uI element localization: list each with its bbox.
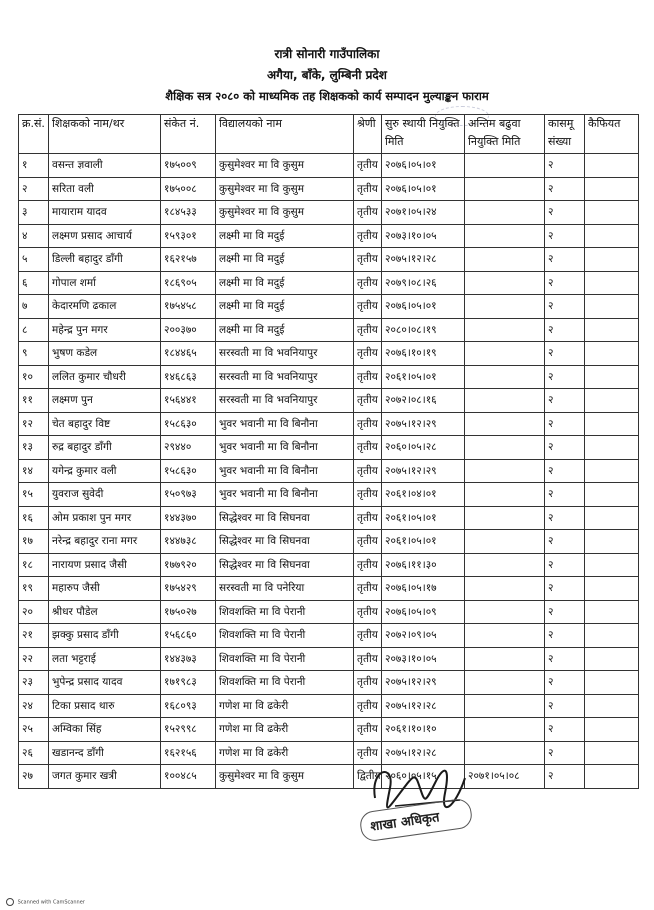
- cell-kasamu-count: २: [545, 624, 585, 648]
- office-address: अगैया, बाँके, लुम्बिनी प्रदेश: [267, 68, 387, 82]
- cell-sn: २१: [19, 624, 49, 648]
- cell-sn: २५: [19, 718, 49, 742]
- cell-appointment-date: २०७६।०५।०१: [382, 154, 465, 178]
- cell-promotion-date: [465, 671, 545, 695]
- cell-remarks: [585, 671, 639, 695]
- cell-teacher-name: मायाराम यादव: [49, 201, 161, 225]
- cell-kasamu-count: २: [545, 483, 585, 507]
- cell-school-name: सरस्वती मा वि भवनियापुर: [216, 342, 354, 366]
- cell-school-name: गणेश मा वि ढकेरी: [216, 718, 354, 742]
- table-row: [19, 248, 639, 272]
- cell-promotion-date: २०७१।०५।०८: [465, 765, 545, 789]
- cell-code: १४४३७३: [161, 647, 216, 671]
- cell-remarks: [585, 600, 639, 624]
- cell-sn: १४: [19, 459, 49, 483]
- cell-grade: तृतीय: [354, 459, 382, 483]
- cell-grade: तृतीय: [354, 600, 382, 624]
- cell-appointment-date: २०७५।१२।२८: [382, 248, 465, 272]
- cell-grade: तृतीय: [354, 271, 382, 295]
- cell-appointment-date: २०७५।१२।२९: [382, 412, 465, 436]
- cell-sn: ११: [19, 389, 49, 413]
- cell-promotion-date: [465, 342, 545, 366]
- cell-code: १७७९२०: [161, 553, 216, 577]
- cell-code: १८४४६५: [161, 342, 216, 366]
- cell-sn: १८: [19, 553, 49, 577]
- cell-appointment-date: २०६१।०४।०१: [382, 483, 465, 507]
- cell-code: १७१९८३: [161, 671, 216, 695]
- cell-appointment-date: २०७५।१२।२८: [382, 741, 465, 765]
- cell-teacher-name: नरेन्द्र बहादुर राना मगर: [49, 530, 161, 554]
- cell-remarks: [585, 436, 639, 460]
- cell-kasamu-count: २: [545, 530, 585, 554]
- cell-appointment-date: २०७१।०५।२४: [382, 201, 465, 225]
- cell-teacher-name: जगत कुमार खत्री: [49, 765, 161, 789]
- cell-promotion-date: [465, 224, 545, 248]
- cell-remarks: [585, 412, 639, 436]
- cell-teacher-name: गोपाल शर्मा: [49, 271, 161, 295]
- table-row: [19, 741, 639, 765]
- cell-kasamu-count: २: [545, 600, 585, 624]
- cell-grade: तृतीय: [354, 647, 382, 671]
- cell-grade: तृतीय: [354, 248, 382, 272]
- cell-code: १७५०२७: [161, 600, 216, 624]
- teacher-evaluation-table: [18, 114, 639, 789]
- cell-code: १७५००९: [161, 154, 216, 178]
- cell-sn: २२: [19, 647, 49, 671]
- cell-code: १५९३०१: [161, 224, 216, 248]
- cell-promotion-date: [465, 577, 545, 601]
- cell-appointment-date: २०७२।०८।१६: [382, 389, 465, 413]
- cell-school-name: भुवर भवानी मा वि बिनौना: [216, 412, 354, 436]
- cell-teacher-name: लक्ष्मण प्रसाद आचार्य: [49, 224, 161, 248]
- scanner-watermark: [6, 898, 85, 906]
- cell-teacher-name: खडानन्द डाँगी: [49, 741, 161, 765]
- col-header-school: विद्यालयको नाम: [216, 115, 354, 154]
- cell-code: १५८६३०: [161, 459, 216, 483]
- cell-school-name: सरस्वती मा वि भवनियापुर: [216, 389, 354, 413]
- cell-promotion-date: [465, 436, 545, 460]
- cell-code: १४४७३८: [161, 530, 216, 554]
- cell-teacher-name: यगेन्द्र कुमार वली: [49, 459, 161, 483]
- cell-school-name: कुसुमेश्वर मा वि कुसुम: [216, 177, 354, 201]
- table-row: [19, 201, 639, 225]
- col-header-appointment-date: सुरु स्थायी नियुक्ति मिति: [382, 115, 465, 154]
- cell-school-name: शिवशक्ति मा वि पेरानी: [216, 647, 354, 671]
- cell-promotion-date: [465, 248, 545, 272]
- cell-remarks: [585, 365, 639, 389]
- cell-school-name: सिद्धेश्वर मा वि सिघनवा: [216, 553, 354, 577]
- cell-kasamu-count: २: [545, 318, 585, 342]
- cell-promotion-date: [465, 624, 545, 648]
- cell-school-name: शिवशक्ति मा वि पेरानी: [216, 600, 354, 624]
- cell-teacher-name: सरिता वली: [49, 177, 161, 201]
- cell-teacher-name: भुपेन्द्र प्रसाद यादव: [49, 671, 161, 695]
- cell-promotion-date: [465, 459, 545, 483]
- cell-sn: ९: [19, 342, 49, 366]
- cell-sn: ३: [19, 201, 49, 225]
- cell-school-name: कुसुमेश्वर मा वि कुसुम: [216, 201, 354, 225]
- cell-grade: तृतीय: [354, 694, 382, 718]
- cell-remarks: [585, 342, 639, 366]
- table-body: [19, 154, 639, 789]
- cell-sn: २: [19, 177, 49, 201]
- cell-teacher-name: टिका प्रसाद थारु: [49, 694, 161, 718]
- cell-teacher-name: भुषण कडेल: [49, 342, 161, 366]
- table-row: [19, 506, 639, 530]
- cell-teacher-name: ललित कुमार चौधरी: [49, 365, 161, 389]
- cell-code: १५६४४१: [161, 389, 216, 413]
- cell-sn: १६: [19, 506, 49, 530]
- cell-teacher-name: ओम प्रकाश पुन मगर: [49, 506, 161, 530]
- cell-teacher-name: अम्विका सिंह: [49, 718, 161, 742]
- cell-appointment-date: २०६१।१०।१०: [382, 718, 465, 742]
- table-row: [19, 765, 639, 789]
- cell-promotion-date: [465, 600, 545, 624]
- cell-appointment-date: २०७६।०५।१७: [382, 577, 465, 601]
- cell-remarks: [585, 389, 639, 413]
- cell-grade: तृतीय: [354, 553, 382, 577]
- cell-remarks: [585, 694, 639, 718]
- cell-school-name: सिद्धेश्वर मा वि सिघनवा: [216, 506, 354, 530]
- cell-promotion-date: [465, 530, 545, 554]
- cell-promotion-date: [465, 412, 545, 436]
- cell-grade: तृतीय: [354, 412, 382, 436]
- document-title: शैक्षिक सत्र २०८० को माध्यमिक तह शिक्षकको कार्य सम्पादन मुल्याङ्कन फाराम: [165, 89, 489, 103]
- col-header-remarks: कैफियत: [585, 115, 639, 154]
- cell-teacher-name: झक्कु प्रसाद डाँगी: [49, 624, 161, 648]
- cell-teacher-name: लक्ष्मण पुन: [49, 389, 161, 413]
- cell-sn: ६: [19, 271, 49, 295]
- cell-kasamu-count: २: [545, 201, 585, 225]
- cell-code: २००३७०: [161, 318, 216, 342]
- cell-kasamu-count: २: [545, 154, 585, 178]
- table-row: [19, 647, 639, 671]
- cell-school-name: कुसुमेश्वर मा वि कुसुम: [216, 154, 354, 178]
- cell-code: १६८०९३: [161, 694, 216, 718]
- col-header-code: संकेत नं.: [161, 115, 216, 154]
- cell-grade: द्वितीय: [354, 765, 382, 789]
- cell-grade: तृतीय: [354, 671, 382, 695]
- cell-promotion-date: [465, 553, 545, 577]
- cell-remarks: [585, 224, 639, 248]
- table-row: [19, 342, 639, 366]
- cell-remarks: [585, 248, 639, 272]
- cell-remarks: [585, 718, 639, 742]
- cell-kasamu-count: २: [545, 365, 585, 389]
- cell-school-name: भुवर भवानी मा वि बिनौना: [216, 459, 354, 483]
- cell-code: १५०९७३: [161, 483, 216, 507]
- cell-grade: तृतीय: [354, 577, 382, 601]
- cell-promotion-date: [465, 271, 545, 295]
- col-header-kasamu-count: कासमू संख्या: [545, 115, 585, 154]
- col-header-name: शिक्षकको नाम/थर: [49, 115, 161, 154]
- cell-promotion-date: [465, 295, 545, 319]
- cell-promotion-date: [465, 483, 545, 507]
- table-row: [19, 365, 639, 389]
- table-row: [19, 718, 639, 742]
- table-row: [19, 177, 639, 201]
- cell-grade: तृतीय: [354, 318, 382, 342]
- cell-teacher-name: श्रीधर पौडेल: [49, 600, 161, 624]
- cell-school-name: लक्ष्मी मा वि मदुई: [216, 224, 354, 248]
- cell-teacher-name: महारुप जैसी: [49, 577, 161, 601]
- table-row: [19, 389, 639, 413]
- table-row: [19, 295, 639, 319]
- table-row: [19, 224, 639, 248]
- cell-sn: ५: [19, 248, 49, 272]
- cell-kasamu-count: २: [545, 342, 585, 366]
- cell-sn: ८: [19, 318, 49, 342]
- cell-grade: तृतीय: [354, 389, 382, 413]
- cell-grade: तृतीय: [354, 295, 382, 319]
- cell-code: १००४८५: [161, 765, 216, 789]
- cell-kasamu-count: २: [545, 506, 585, 530]
- cell-grade: तृतीय: [354, 624, 382, 648]
- cell-remarks: [585, 577, 639, 601]
- cell-grade: तृतीय: [354, 154, 382, 178]
- cell-school-name: शिवशक्ति मा वि पेरानी: [216, 624, 354, 648]
- cell-sn: २६: [19, 741, 49, 765]
- cell-code: १५६८६०: [161, 624, 216, 648]
- cell-kasamu-count: २: [545, 647, 585, 671]
- cell-code: १६२१५७: [161, 248, 216, 272]
- cell-kasamu-count: २: [545, 295, 585, 319]
- col-header-promotion-date: अन्तिम बढुवा नियुक्ति मिति: [465, 115, 545, 154]
- cell-appointment-date: २०७५।१२।२९: [382, 459, 465, 483]
- cell-sn: ७: [19, 295, 49, 319]
- cell-remarks: [585, 647, 639, 671]
- cell-teacher-name: लता भट्टराई: [49, 647, 161, 671]
- table-row: [19, 412, 639, 436]
- table-row: [19, 577, 639, 601]
- cell-school-name: शिवशक्ति मा वि पेरानी: [216, 671, 354, 695]
- cell-code: १६२१५६: [161, 741, 216, 765]
- cell-appointment-date: २०७६।०५।०१: [382, 295, 465, 319]
- table-row: [19, 624, 639, 648]
- cell-appointment-date: २०६१।०५।०१: [382, 506, 465, 530]
- cell-kasamu-count: २: [545, 718, 585, 742]
- camscanner-icon: [6, 898, 14, 906]
- cell-kasamu-count: २: [545, 694, 585, 718]
- cell-sn: १: [19, 154, 49, 178]
- cell-remarks: [585, 553, 639, 577]
- cell-promotion-date: [465, 718, 545, 742]
- cell-promotion-date: [465, 177, 545, 201]
- cell-kasamu-count: २: [545, 553, 585, 577]
- cell-grade: तृतीय: [354, 201, 382, 225]
- cell-kasamu-count: २: [545, 271, 585, 295]
- cell-school-name: गणेश मा वि ढकेरी: [216, 741, 354, 765]
- cell-code: १४४३७०: [161, 506, 216, 530]
- cell-appointment-date: २०७६।०५।०९: [382, 600, 465, 624]
- cell-promotion-date: [465, 154, 545, 178]
- office-name: रात्री सोनारी गाउँपालिका: [274, 47, 380, 61]
- cell-grade: तृतीय: [354, 342, 382, 366]
- cell-sn: १७: [19, 530, 49, 554]
- cell-promotion-date: [465, 741, 545, 765]
- cell-kasamu-count: २: [545, 577, 585, 601]
- cell-appointment-date: २०७६।११।३०: [382, 553, 465, 577]
- table-row: [19, 600, 639, 624]
- cell-appointment-date: २०७५।१२।२८: [382, 694, 465, 718]
- cell-appointment-date: २०७६।१०।१९: [382, 342, 465, 366]
- cell-school-name: भुवर भवानी मा वि बिनौना: [216, 436, 354, 460]
- cell-promotion-date: [465, 694, 545, 718]
- cell-code: १७५४२९: [161, 577, 216, 601]
- cell-appointment-date: २०७२।०९।०५: [382, 624, 465, 648]
- table-row: [19, 671, 639, 695]
- cell-sn: १३: [19, 436, 49, 460]
- cell-appointment-date: २०७३।१०।०५: [382, 224, 465, 248]
- cell-grade: तृतीय: [354, 365, 382, 389]
- scanner-text: Scanned with CamScanner: [17, 899, 85, 906]
- cell-grade: तृतीय: [354, 718, 382, 742]
- cell-promotion-date: [465, 506, 545, 530]
- cell-teacher-name: केदारमणि ढकाल: [49, 295, 161, 319]
- document-header: [0, 44, 654, 107]
- table-row: [19, 154, 639, 178]
- cell-remarks: [585, 318, 639, 342]
- cell-promotion-date: [465, 201, 545, 225]
- cell-remarks: [585, 459, 639, 483]
- cell-appointment-date: २०७३।१०।०५: [382, 647, 465, 671]
- table-header-row: [19, 115, 639, 154]
- cell-school-name: कुसुमेश्वर मा वि कुसुम: [216, 765, 354, 789]
- cell-code: १८४५३३: [161, 201, 216, 225]
- cell-sn: १५: [19, 483, 49, 507]
- cell-sn: १२: [19, 412, 49, 436]
- table-row: [19, 459, 639, 483]
- cell-grade: तृतीय: [354, 224, 382, 248]
- cell-teacher-name: रुद्र बहादुर डाँगी: [49, 436, 161, 460]
- cell-remarks: [585, 765, 639, 789]
- cell-appointment-date: २०७६।०५।०१: [382, 177, 465, 201]
- cell-sn: २७: [19, 765, 49, 789]
- cell-appointment-date: २०६१।०५।०१: [382, 530, 465, 554]
- cell-code: १५२९९८: [161, 718, 216, 742]
- cell-school-name: लक्ष्मी मा वि मदुई: [216, 295, 354, 319]
- table-row: [19, 436, 639, 460]
- cell-sn: २०: [19, 600, 49, 624]
- cell-kasamu-count: २: [545, 765, 585, 789]
- cell-code: १५८६३०: [161, 412, 216, 436]
- cell-grade: तृतीय: [354, 506, 382, 530]
- cell-code: १४६८६३: [161, 365, 216, 389]
- cell-appointment-date: २०८०।०८।१९: [382, 318, 465, 342]
- cell-promotion-date: [465, 389, 545, 413]
- cell-school-name: गणेश मा वि ढकेरी: [216, 694, 354, 718]
- cell-appointment-date: २०७५।१२।२९: [382, 671, 465, 695]
- cell-remarks: [585, 177, 639, 201]
- col-header-grade: श्रेणी: [354, 115, 382, 154]
- cell-remarks: [585, 483, 639, 507]
- cell-kasamu-count: २: [545, 459, 585, 483]
- signature-stamp-label: शाखा अधिकृत: [369, 810, 441, 835]
- cell-school-name: सिद्धेश्वर मा वि सिघनवा: [216, 530, 354, 554]
- cell-sn: २३: [19, 671, 49, 695]
- cell-school-name: सरस्वती मा वि भवनियापुर: [216, 365, 354, 389]
- cell-sn: २४: [19, 694, 49, 718]
- cell-kasamu-count: २: [545, 412, 585, 436]
- cell-remarks: [585, 741, 639, 765]
- cell-grade: तृतीय: [354, 483, 382, 507]
- cell-grade: तृतीय: [354, 436, 382, 460]
- cell-kasamu-count: २: [545, 248, 585, 272]
- cell-school-name: भुवर भवानी मा वि बिनौना: [216, 483, 354, 507]
- cell-remarks: [585, 201, 639, 225]
- cell-teacher-name: चेत बहादुर विष्ट: [49, 412, 161, 436]
- cell-remarks: [585, 506, 639, 530]
- cell-appointment-date: २०७९।०८।२६: [382, 271, 465, 295]
- cell-remarks: [585, 154, 639, 178]
- cell-teacher-name: युवराज सुवेदी: [49, 483, 161, 507]
- cell-school-name: लक्ष्मी मा वि मदुई: [216, 248, 354, 272]
- table-row: [19, 694, 639, 718]
- cell-promotion-date: [465, 318, 545, 342]
- cell-kasamu-count: २: [545, 671, 585, 695]
- cell-kasamu-count: २: [545, 177, 585, 201]
- cell-code: १८६९०५: [161, 271, 216, 295]
- cell-remarks: [585, 295, 639, 319]
- cell-appointment-date: २०६१।०५।०१: [382, 365, 465, 389]
- cell-teacher-name: नारायण प्रसाद जैसी: [49, 553, 161, 577]
- cell-teacher-name: डिल्ली बहादुर डाँगी: [49, 248, 161, 272]
- cell-remarks: [585, 624, 639, 648]
- cell-kasamu-count: २: [545, 224, 585, 248]
- cell-promotion-date: [465, 647, 545, 671]
- cell-kasamu-count: २: [545, 389, 585, 413]
- cell-grade: तृतीय: [354, 741, 382, 765]
- table-row: [19, 483, 639, 507]
- table-row: [19, 318, 639, 342]
- cell-code: २९४४०: [161, 436, 216, 460]
- cell-promotion-date: [465, 365, 545, 389]
- cell-school-name: लक्ष्मी मा वि मदुई: [216, 318, 354, 342]
- table-row: [19, 271, 639, 295]
- cell-code: १७५४५८: [161, 295, 216, 319]
- cell-code: १७५००८: [161, 177, 216, 201]
- col-header-sn: क्र.सं.: [19, 115, 49, 154]
- cell-kasamu-count: २: [545, 436, 585, 460]
- cell-sn: १०: [19, 365, 49, 389]
- cell-remarks: [585, 530, 639, 554]
- cell-teacher-name: वसन्त ज्ञवाली: [49, 154, 161, 178]
- cell-school-name: लक्ष्मी मा वि मदुई: [216, 271, 354, 295]
- cell-remarks: [585, 271, 639, 295]
- cell-teacher-name: महेन्द्र पुन मगर: [49, 318, 161, 342]
- cell-grade: तृतीय: [354, 530, 382, 554]
- cell-kasamu-count: २: [545, 741, 585, 765]
- cell-sn: १९: [19, 577, 49, 601]
- cell-appointment-date: २०६०।०५।१५: [382, 765, 465, 789]
- cell-grade: तृतीय: [354, 177, 382, 201]
- cell-sn: ४: [19, 224, 49, 248]
- table-row: [19, 530, 639, 554]
- cell-appointment-date: २०६०।०५।२८: [382, 436, 465, 460]
- cell-school-name: सरस्वती मा वि पनेरिया: [216, 577, 354, 601]
- table-row: [19, 553, 639, 577]
